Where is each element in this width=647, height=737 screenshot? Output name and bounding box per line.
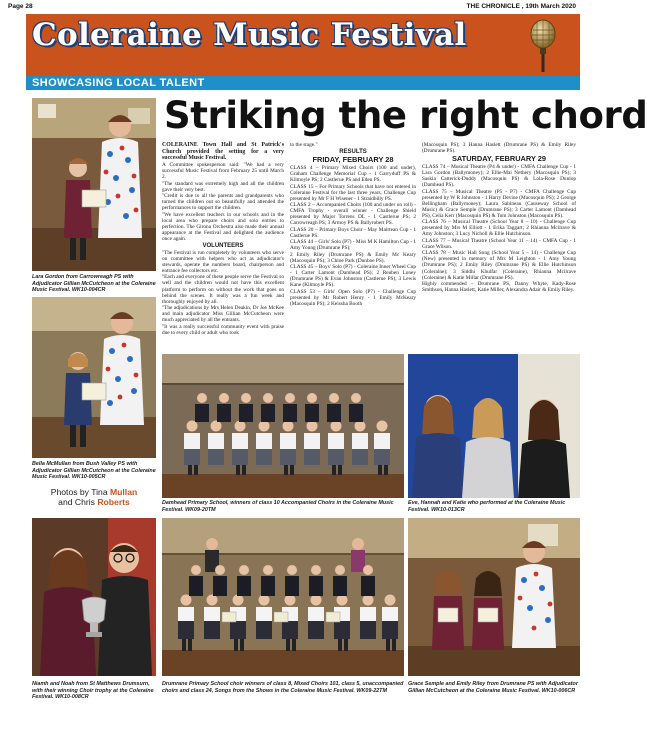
caption-damhead-choir: Damhead Primary School, winners of class 10 Accompanied Choirs in the Coleraine Music Festival. WK09-20TM xyxy=(162,500,394,513)
article-column-2 xyxy=(290,142,416,352)
article-headline: Striking the right chord xyxy=(164,94,647,137)
subhead-volunteers: VOLUNTEERS xyxy=(202,242,244,249)
credit-line-1: Photos by Tina Mullan xyxy=(50,487,138,497)
article-paragraph: A Committee spokesperson said: "We had a very successful Music Festival from February 25 until March 2. xyxy=(162,162,284,181)
page-number: Page 28 xyxy=(8,3,33,10)
caption-niamh-noah: Niamh and Noah from St Matthews Drumsurn, with their winning Choir trophy at the Coleraine Festival. WK10-008CR xyxy=(32,681,154,701)
caption-eve-hannah-katie: Eve, Hannah and Katie who performed at the Coleraine Music Festival. WK10-013CR xyxy=(408,500,566,513)
result-entry: CLASS 44 – Girls' Solo (P7) - Miss M K Hamilton Cup - 1 Amy Young (Drumrane PS); xyxy=(290,239,416,252)
caption-drumrane-choir: Drumrane Primary School choir winners of class 8, Mixed Choirs 101, class 5, unaccompanied choirs and class 24, Songs from the Shows in the Coleraine Music Festival. WK09-22TM xyxy=(162,681,404,694)
article-paragraph: "Credit is due to all the parents and grandparents who turned the children out so beautifully and attended the performances to support the children. xyxy=(162,193,284,212)
caption-lara-gordon: Lara Gordon from Carrowreagh PS with Adjudicator Gillian McCutcheon at the Coleraine Music Festival. WK10-004CR xyxy=(32,274,156,294)
photo-niamh-noah xyxy=(32,518,156,676)
credit-name-roberts: Roberts xyxy=(97,497,130,508)
article-paragraph: "It was a really successful community event with praise due to every child or adult who took xyxy=(162,323,284,336)
result-entry: CLASS 4 – Primary Mixed Choirs (100 and under), Graham Challenge Memorial Cup - 1 Garryduff PS & Kilmoyle PS; 2 Castlerue PS and Eden PS. xyxy=(290,165,416,184)
result-entry: (Macosquin PS); 3 Hanna Haslett (Drumrane PS) & Emily Riley (Drumrane PS). xyxy=(422,142,576,155)
article-paragraph: "The Festival is run completely by volunteers who serve on committee with helpers who act as adjudicator's stewards, operate the numbers board, chairperson and entrance fee collectors etc. xyxy=(162,249,284,274)
article-paragraph: "The adjudications by Mrs Helen Deakin, Dr Joe McKee and main adjudicator Miss Gillian McCutcheon were much appreciated by all the entrants. xyxy=(162,305,284,324)
day-heading-saturday: SATURDAY, FEBRUARY 29 xyxy=(451,154,547,164)
banner-subtitle: SHOWCASING LOCAL TALENT xyxy=(32,77,205,89)
article-column-1 xyxy=(162,142,284,352)
result-entry: CLASS 15 – For Primary Schools that have not entered in Coleraine Festival for the last three years, Challenge Cup presented by Mr F H Wisener - 1 Straidbilly PS. xyxy=(290,183,416,202)
article-paragraph: "The standard was extremely high and all the children gave their very best. xyxy=(162,180,284,193)
publication-date: THE CHRONICLE , 19th March 2020 xyxy=(466,3,576,10)
page-header xyxy=(0,0,580,12)
festival-subbanner xyxy=(26,76,580,90)
result-entry: CLASS 78 – Music Hall Song (School Year 5 – 14) - Challenge Cup (New) presented in memory of Mrs M Leighton - 1 Amy Young (Drumrane PS); 2 Emily Riley (Drumrane PS) & Ellie Hutchinson (Coleraine); 3 Siddhi Khulfar (Coleraine), Rhianna Mcilrave (Coleraine) & Katie Millar (Drumrane PS). xyxy=(422,250,576,281)
result-entry: CLASS 75 – Musical Theatre (P5 - P7) - CMFA Challenge Cup presented by W R Johnston - 1 Harry Devine (Macosquin PS); 2 George Bellingham (Ballymoney); Laura Sabineau (Causeway School of Music) & Grace Semple (Drumrane PS); 3 Carter Lamont (Damhead PS), Celia Kerr (Macosquin PS) & Tom Johnston (Macosquin PS). xyxy=(422,188,576,219)
result-entry: CLASS 20 – Primary Boys Choir - May Mairtean Cup - 1 Castlerue PS. xyxy=(290,226,416,239)
result-entry: CLASS 74 – Musical Theatre (P4 & under) - CMFA Challenge Cup - 1 Lara Gordon (Ballymoney); 2 Ellie-Mai Nethery (Macosquin PS); 3 Saskia Catterick-Duddy (Macosquin PS) & Lola-Rose Dunlop (Damhead PS). xyxy=(422,164,576,189)
article-column-3 xyxy=(422,142,576,352)
result-entry: Highly commended – Drumrane PS, Danny Whyte, Kady-Rose Smithson, Hanna Haslett, Katie Miller, Alexandra Adair & Emily Riley. xyxy=(422,280,576,294)
credit-name-mullan: Mullan xyxy=(110,487,138,497)
caption-bella-mcmullan: Bella McMullan from Bush Valley PS with Adjudicator Gillian McCutcheon at the Coleraine Music Festival. WK10-005CR xyxy=(32,461,156,481)
result-entry: CLASS 77 – Musical Theatre (School Year 11 – 14) - CMFA Cup - 1 Grace Wilson. xyxy=(422,237,576,250)
subhead-results: RESULTS xyxy=(339,149,367,156)
microphone-icon xyxy=(524,18,562,72)
article-paragraph: to the stage." xyxy=(290,142,318,148)
banner-title: Coleraine Music Festival xyxy=(32,17,467,53)
caption-grace-emily: Grace Semple and Emily Riley from Drumrane PS with Adjudicator Gillian McCutcheon at the Coleraine Music Festival. WK10-006CR xyxy=(408,681,578,694)
result-entry: 2 Emily Riley (Drumrane PS) & Emily Mc Keary (Macosquin PS); 3 Chloe Park (Dunboe PS). xyxy=(290,251,416,264)
article-lead: COLERAINE Town Hall and St Patrick's Church provided the setting for a very successful Music Festival. xyxy=(162,142,284,161)
photo-bella-mcmullan xyxy=(32,297,156,458)
photo-credit xyxy=(32,487,156,513)
result-entry: CLASS 76 – Musical Theatre (School Year 8 – 10) - Challenge Cup presented by Mrs M Elliott - 1 Erika Taggart; 2 Rhianna Mcilrave & Amy Johnston; 3 Lucy Nicholl & Ellie Hutchinson. xyxy=(422,219,576,238)
result-entry: CLASS 53 – Girls' Open Solo (P7) - Challenge Cup presented by Mr Robert Henry - 1 Emily McKeary (Macosquin PS); 2 Keissha Booth xyxy=(290,288,416,307)
article-paragraph: "We have excellent teachers in our schools and in the local area who prepare choirs and solo entries to perfection. The Girona Orchestra also made their annual appearance at the Festival and delighted the audience once again. xyxy=(162,211,284,242)
photo-eve-hannah-katie xyxy=(408,354,580,498)
festival-banner xyxy=(26,14,580,76)
photo-drumrane-choir xyxy=(162,518,404,676)
credit-line-2: and Chris Roberts xyxy=(58,497,130,508)
photo-grace-emily xyxy=(408,518,580,676)
result-entry: CLASS 2 – Accompanied Choirs (100 and under on roll) - CMFA Trophy - overall winner - Challenge Shield presented by Major Torrens DL - 1 Castlerue PS; 2 Carrowreagh PS; 3 Armoy PS & Ballyrobert PS. xyxy=(290,202,416,227)
result-entry: CLASS 45 – Boys' Solo (P7) - Coleraine Inner Wheel Cup - 1 Carter Lamont (Damhead PS); 2 Reuben Loney (Drumrane PS) & Evan Johnston (Castlerue PS); 3 Lewis Kane (Kilmoyle PS). xyxy=(290,264,416,289)
photo-lara-gordon xyxy=(32,98,156,271)
photo-damhead-choir xyxy=(162,354,404,498)
article-paragraph: "Each and everyone of these people serve the Festival so well and the children would not have this excellent platform to perform on without the work that goes on behind the scenes. It really was a fun week and thoroughly enjoyed by all. xyxy=(162,274,284,305)
day-heading-friday: FRIDAY, FEBRUARY 28 xyxy=(312,155,394,165)
